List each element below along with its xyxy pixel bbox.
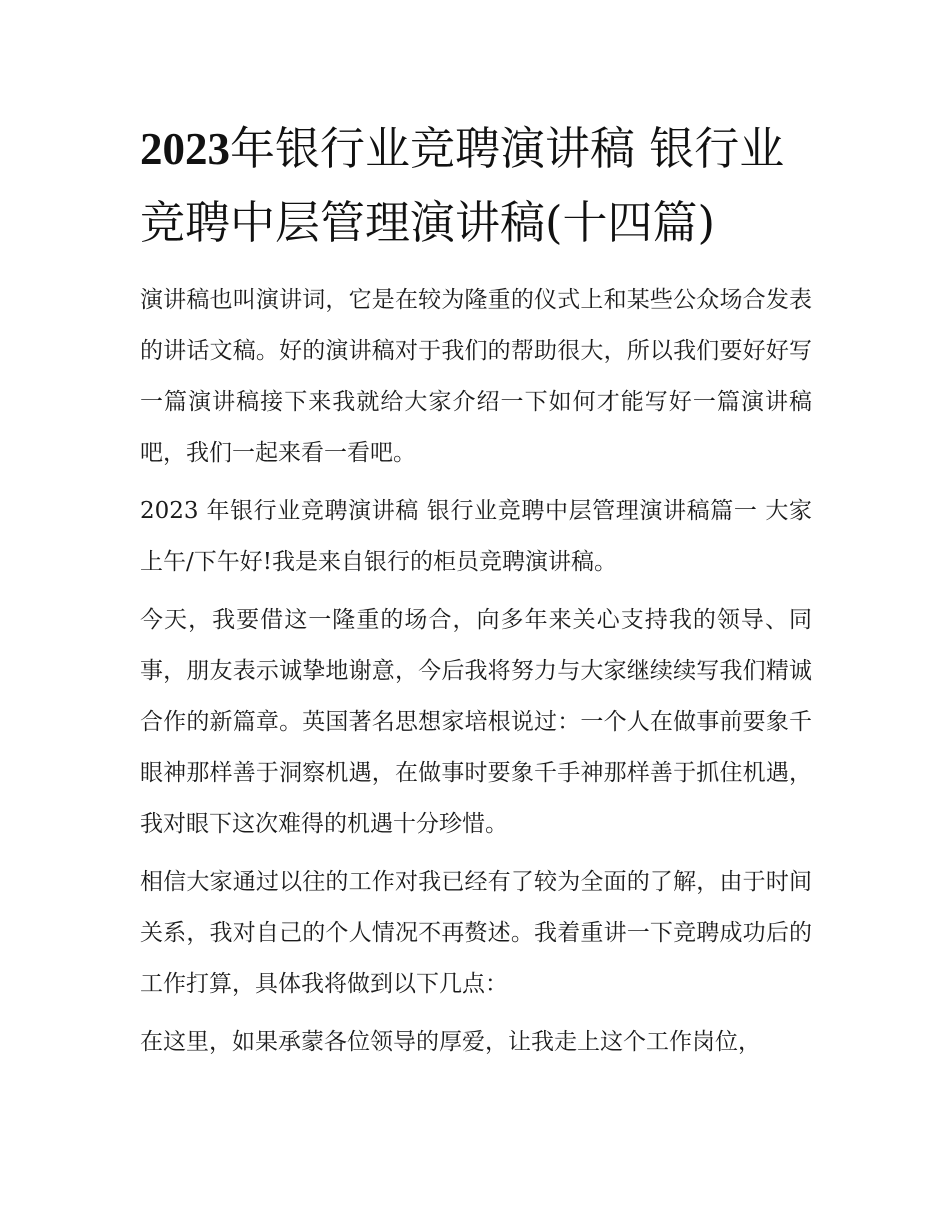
paragraph-intro: 演讲稿也叫演讲词，它是在较为隆重的仪式上和某些公众场合发表的讲话文稿。好的演讲稿对于我们的帮助很大，所以我们要好好写一篇演讲稿接下来我就给大家介绍一下如何才能写好一篇演讲稿吧，我们一起来看一看吧。: [140, 287, 812, 466]
title-text: 年银行业竞聘演讲稿 银行业竞聘中层管理演讲稿(十四篇): [140, 122, 785, 249]
paragraph-plan: 相信大家通过以往的工作对我已经有了较为全面的了解，由于时间关系，我对自己的个人情况不再赘述。我着重讲一下竞聘成功后的工作打算，具体我将做到以下几点：: [140, 869, 812, 997]
document-page: [140, 112, 812, 1075]
paragraph-closing: 在这里，如果承蒙各位领导的厚爱，让我走上这个工作岗位，: [140, 1029, 761, 1055]
paragraph-thanks: 今天，我要借这一隆重的场合，向多年来关心支持我的领导、同事，朋友表示诚挚地谢意，今后我将努力与大家继续续写我们精诚合作的新篇章。英国著名思想家培根说过：一个人在做事前要象千眼神那样善于洞察机遇，在做事时要象千手神那样善于抓住机遇，我对眼下这次难得的机遇十分珍惜。: [140, 607, 812, 837]
title-year: 2023: [140, 124, 230, 174]
document-title: [140, 112, 812, 259]
paragraph-heading: 2023 年银行业竞聘演讲稿 银行业竞聘中层管理演讲稿篇一 大家上午/下午好!我是来自银行的柜员竞聘演讲稿。: [140, 498, 812, 575]
